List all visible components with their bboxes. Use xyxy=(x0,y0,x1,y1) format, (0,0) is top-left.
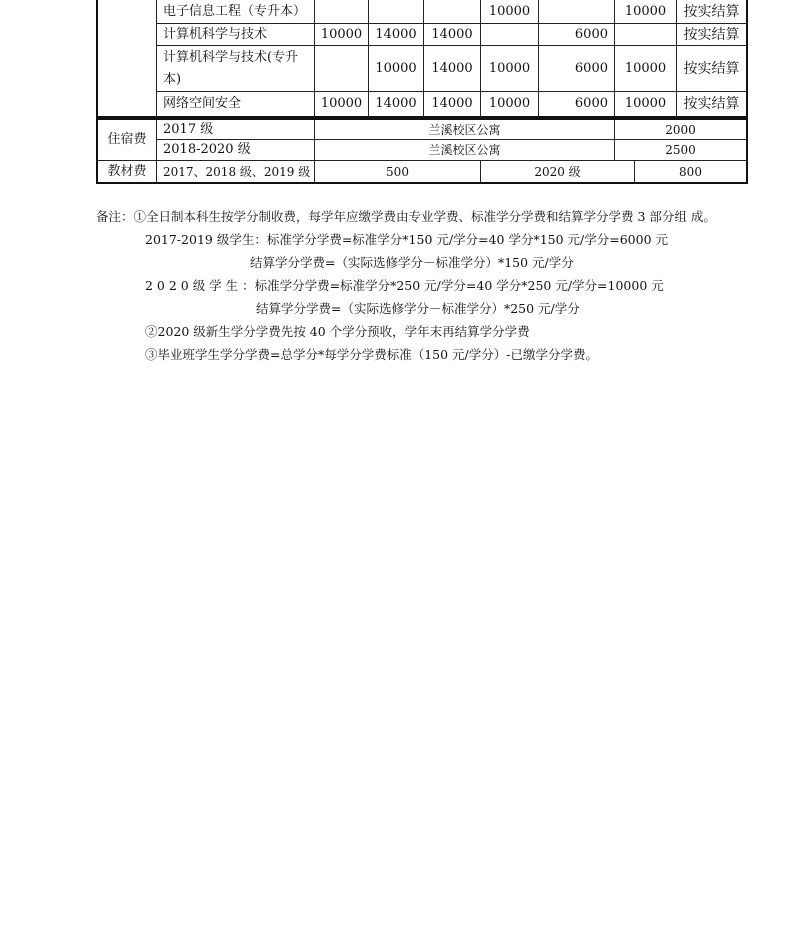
outer-right-border xyxy=(746,118,748,184)
outer-left-border xyxy=(96,0,98,118)
fee-cell xyxy=(369,0,423,23)
fee-cell: 14000 xyxy=(375,26,417,42)
fee-cell: 14000 xyxy=(431,26,473,42)
settlement-cell: 按实结算 xyxy=(683,3,740,20)
dorm-grade: 2018-2020 级 xyxy=(163,142,251,157)
fee-cell: 14000 xyxy=(375,96,417,111)
fee-cell: 6000 xyxy=(574,60,608,76)
note-line: 结算学分学费=（实际选修学分－标准学分）*250 元/学分 xyxy=(256,301,580,316)
major-cell: 电子信息工程（专升本） xyxy=(163,3,307,19)
note-line: ②2020 级新生学分学费先按 40 个学分预收，学年末再结算学分学费 xyxy=(145,324,530,339)
dorm-fee-label: 住宿费 xyxy=(107,132,147,147)
book-fee-1: 500 xyxy=(386,164,409,179)
book-fee-label: 教材费 xyxy=(107,163,147,179)
fee-cell: 10000 xyxy=(624,60,667,76)
note-line: 2017-2019 级学生：标准学分学费=标准学分*150 元/学分=40 学分*150 元/学分=6000 元 xyxy=(145,232,668,247)
book-grade-2020: 2020 级 xyxy=(534,164,581,179)
dorm-fee: 2500 xyxy=(665,143,696,157)
note-line: 备注：①全日制本科生按学分制收费，每学年应缴学费由专业学费、标准学分学费和结算学分学费 3 部分组 成。 xyxy=(96,209,716,224)
fee-cell xyxy=(481,24,538,45)
dorm-fee: 2000 xyxy=(665,122,696,137)
fee-cell xyxy=(315,0,368,23)
book-grades: 2017、2018 级、2019 级 xyxy=(163,164,311,179)
fee-cell xyxy=(615,24,676,45)
fee-cell: 6000 xyxy=(574,26,608,42)
fee-cell: 14000 xyxy=(431,96,473,111)
fee-cell: 10000 xyxy=(624,3,667,19)
major-cell: 计算机科学与技术 xyxy=(163,26,268,42)
fee-cell: 10000 xyxy=(624,96,667,111)
table-bottom-border xyxy=(96,182,748,184)
fee-cell xyxy=(424,0,480,23)
note-line: 结算学分学费=（实际选修学分－标准学分）*150 元/学分 xyxy=(250,255,574,270)
major-cell: 计算机科学与技术(专升本) xyxy=(163,49,299,87)
fee-cell xyxy=(539,0,614,23)
settlement-cell: 按实结算 xyxy=(683,96,740,112)
outer-right-border xyxy=(746,0,748,118)
settlement-cell: 按实结算 xyxy=(683,60,740,77)
note-line: 2 0 2 0 级 学 生 ：标准学分学费=标准学分*250 元/学分=40 学分*250 元/学分=10000 元 xyxy=(145,278,664,293)
dorm-grade: 2017 级 xyxy=(163,121,214,137)
fee-cell: 6000 xyxy=(574,96,608,111)
fee-cell: 10000 xyxy=(320,96,363,111)
fee-cell: 10000 xyxy=(488,60,531,76)
dorm-place: 兰溪校区公寓 xyxy=(428,143,501,157)
fee-cell: 10000 xyxy=(375,60,417,76)
settlement-cell: 按实结算 xyxy=(683,26,740,43)
dorm-place: 兰溪校区公寓 xyxy=(428,122,501,137)
major-cell: 网络空间安全 xyxy=(163,96,242,111)
fee-cell xyxy=(315,46,368,91)
fee-cell: 10000 xyxy=(488,96,531,111)
fee-cell: 10000 xyxy=(488,3,531,19)
book-fee-2: 800 xyxy=(679,164,702,179)
fee-cell: 14000 xyxy=(431,60,473,76)
fee-cell: 10000 xyxy=(320,26,363,42)
note-line: ③毕业班学生学分学费=总学分*每学分学费标准（150 元/学分）-已缴学分学费。 xyxy=(145,347,598,362)
